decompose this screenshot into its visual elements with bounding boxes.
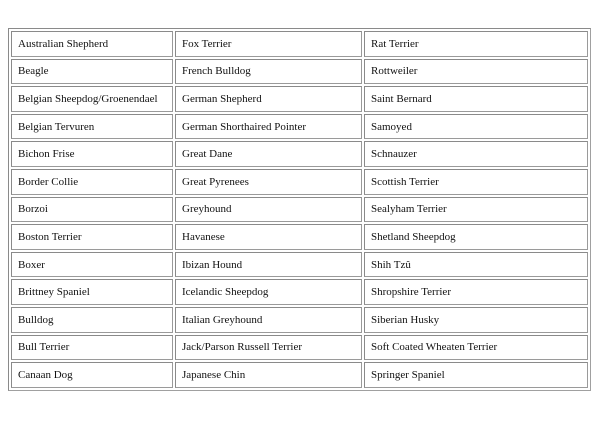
table-row	[11, 31, 588, 57]
table-row	[11, 224, 588, 250]
table-row	[11, 362, 588, 388]
breed-cell: Icelandic Sheepdog	[175, 279, 362, 305]
breed-cell: Shih Tzû	[364, 252, 588, 278]
dog-breed-table	[8, 28, 591, 391]
breed-cell: Siberian Husky	[364, 307, 588, 333]
breed-cell: Belgian Tervuren	[11, 114, 173, 140]
breed-cell: Great Pyrenees	[175, 169, 362, 195]
table-row	[11, 279, 588, 305]
breed-cell: Bulldog	[11, 307, 173, 333]
breed-cell: Jack/Parson Russell Terrier	[175, 335, 362, 361]
breed-cell: German Shepherd	[175, 86, 362, 112]
breed-cell: Havanese	[175, 224, 362, 250]
breed-cell: Samoyed	[364, 114, 588, 140]
breed-cell: Greyhound	[175, 197, 362, 223]
breed-cell: Great Dane	[175, 141, 362, 167]
table-row	[11, 307, 588, 333]
breed-cell: Rottweiler	[364, 59, 588, 85]
breed-cell: German Shorthaired Pointer	[175, 114, 362, 140]
breed-cell: Border Collie	[11, 169, 173, 195]
table-row	[11, 59, 588, 85]
breed-cell: French Bulldog	[175, 59, 362, 85]
table-row	[11, 169, 588, 195]
breed-table-body	[11, 31, 588, 388]
breed-cell: Australian Shepherd	[11, 31, 173, 57]
table-row	[11, 114, 588, 140]
breed-cell: Rat Terrier	[364, 31, 588, 57]
breed-cell: Saint Bernard	[364, 86, 588, 112]
breed-cell: Bichon Frise	[11, 141, 173, 167]
breed-cell: Brittney Spaniel	[11, 279, 173, 305]
breed-cell: Shropshire Terrier	[364, 279, 588, 305]
breed-cell: Beagle	[11, 59, 173, 85]
breed-cell: Shetland Sheepdog	[364, 224, 588, 250]
breed-cell: Boxer	[11, 252, 173, 278]
breed-cell: Scottish Terrier	[364, 169, 588, 195]
table-row	[11, 252, 588, 278]
breed-cell: Belgian Sheepdog/Groenendael	[11, 86, 173, 112]
table-row	[11, 141, 588, 167]
breed-cell: Canaan Dog	[11, 362, 173, 388]
table-row	[11, 86, 588, 112]
breed-cell: Sealyham Terrier	[364, 197, 588, 223]
breed-cell: Schnauzer	[364, 141, 588, 167]
breed-cell: Italian Greyhound	[175, 307, 362, 333]
table-row	[11, 197, 588, 223]
breed-cell: Japanese Chin	[175, 362, 362, 388]
breed-cell: Soft Coated Wheaten Terrier	[364, 335, 588, 361]
breed-cell: Fox Terrier	[175, 31, 362, 57]
breed-cell: Borzoi	[11, 197, 173, 223]
breed-cell: Bull Terrier	[11, 335, 173, 361]
breed-cell: Boston Terrier	[11, 224, 173, 250]
table-row	[11, 335, 588, 361]
breed-cell: Ibizan Hound	[175, 252, 362, 278]
breed-cell: Springer Spaniel	[364, 362, 588, 388]
